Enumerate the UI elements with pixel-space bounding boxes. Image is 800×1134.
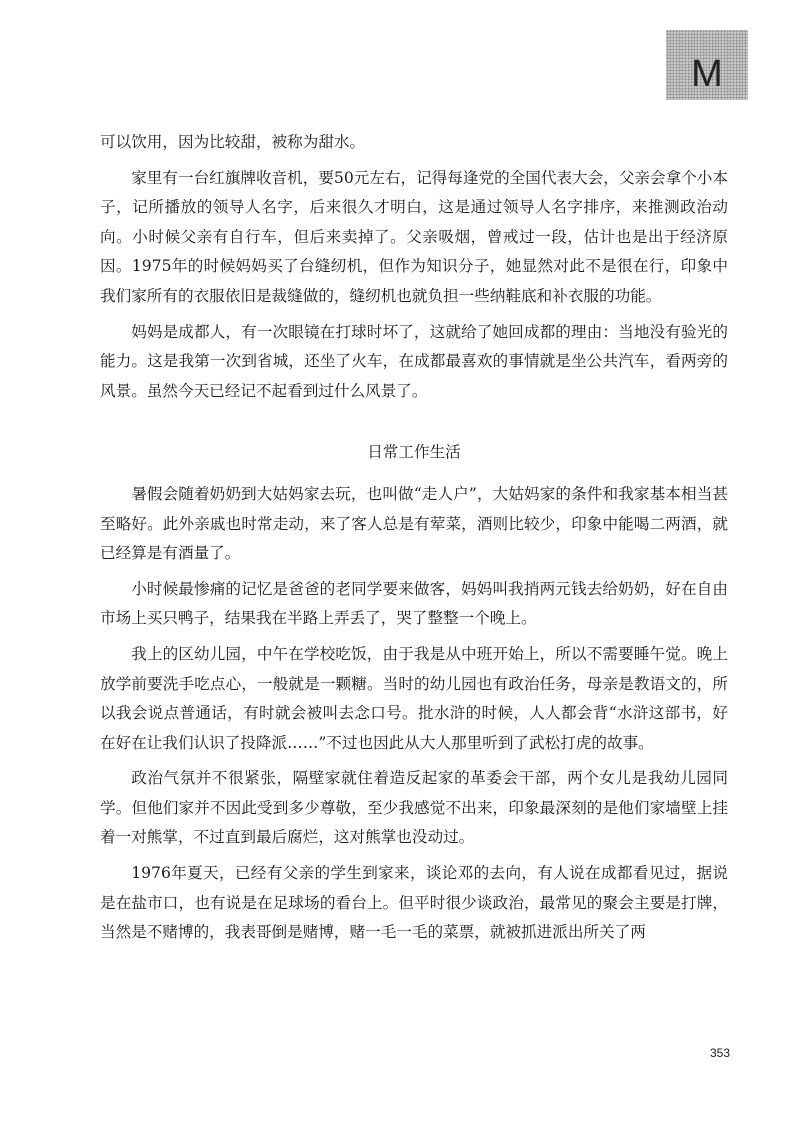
section-title: 日常工作生活: [367, 443, 461, 462]
paragraph: 1976年夏天，已经有父亲的学生到家来，谈论邓的去向，有人说在成都看见过，据说是在盐市口，也有说是在足球场的看台上。但平时很少谈政治，最常见的聚会主要是打牌，当然是不赌博的，我表哥倒是赌博，赌一毛一毛的菜票，就被抓进派出所关了两: [100, 864, 728, 942]
paragraph: 我上的区幼儿园，中午在学校吃饭，由于我是从中班开始上，所以不需要睡午觉。晚上放学前要洗手吃点心，一般就是一颗糖。当时的幼儿园也有政治任务，母亲是教语文的，所以我会说点普通话，有时就会被叫去念口号。批水浒的时候，人人都会背“水浒这部书，好在好在让我们认识了投降派……”不过也因此从大人那里听到了武松打虎的故事。: [100, 644, 728, 752]
page-number: 353: [709, 1046, 730, 1060]
chapter-letter: M: [691, 53, 723, 95]
paragraph: 暑假会随着奶奶到大姑妈家去玩，也叫做“走人户”，大姑妈家的条件和我家基本相当甚至略好。此外亲戚也时常走动，来了客人总是有荤菜，酒则比较少，印象中能喝二两酒，就已经算是有酒量了。: [100, 484, 728, 563]
paragraph: 妈妈是成都人，有一次眼镜在打球时坏了，这就给了她回成都的理由：当地没有验光的能力。这是我第一次到省城，还坐了火车，在成都最喜欢的事情就是坐公共汽车，看两旁的风景。虽然今天已经记不起看到过什么风景了。: [100, 322, 728, 400]
page-body: [100, 128, 728, 954]
paragraph: 政治气氛并不很紧张，隔壁家就住着造反起家的革委会干部，两个女儿是我幼儿园同学。但他们家并不因此受到多少尊敬，至少我感觉不出来，印象最深刻的是他们家墙壁上挂着一对熊掌，不过直到最后腐烂，这对熊掌也没动过。: [100, 769, 728, 847]
paragraph: 家里有一台红旗牌收音机，要50元左右，记得每逢党的全国代表大会，父亲会拿个小本子，记所播放的领导人名字，后来很久才明白，这是通过领导人名字排序，来推测政治动向。小时候父亲有自行车，但后来卖掉了。父亲吸烟，曾戒过一段，估计也是出于经济原因。1975年的时候妈妈买了台缝纫机，但作为知识分子，她显然对此不是很在行，印象中我们家所有的衣服依旧是裁缝做的，缝纫机也就负担一些纳鞋底和补衣服的功能。: [100, 168, 728, 305]
paragraph: 可以饮用，因为比较甜，被称为甜水。: [100, 133, 366, 151]
paragraph: 小时候最惨痛的记忆是爸爸的老同学要来做客，妈妈叫我捎两元钱去给奶奶，好在自由市场上买只鸭子，结果我在半路上弄丢了，哭了整整一个晚上。: [100, 579, 728, 628]
chapter-tab: [666, 30, 748, 100]
